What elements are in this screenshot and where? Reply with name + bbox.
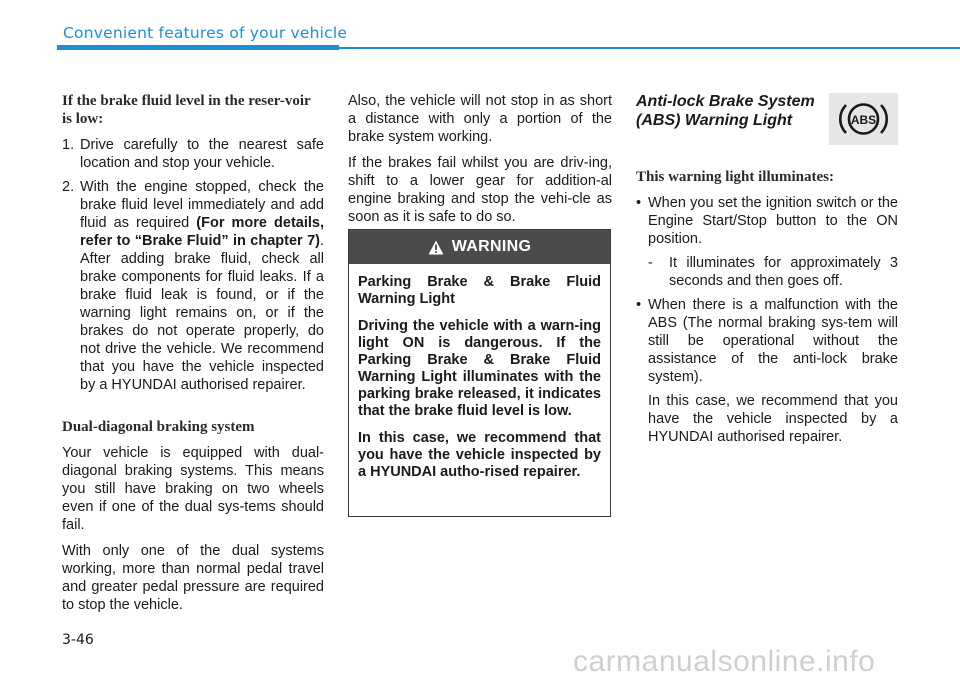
warning-title: Parking Brake & Brake Fluid Warning Light	[358, 274, 601, 307]
abs-warning-icon	[829, 93, 898, 145]
brake-failure-para: If the brakes fail whilst you are driv-ing, shift to a lower gear for addition-al engine braking and stop the vehi-cle as soon as it is safe to do so.	[348, 155, 612, 225]
step-reference: (For more details, refer to “Brake Fluid” in chapter 7)	[80, 215, 324, 249]
warning-para-2: In this case, we recommend that you have the vehicle inspected by a HYUNDAI autho-rised repairer.	[358, 430, 601, 480]
dual-diagonal-para-1: Your vehicle is equipped with dual-diagonal braking systems. This means you still have braking on two wheels even if one of the dual sys-tems should fail.	[62, 445, 324, 533]
header-rule-accent	[57, 45, 339, 50]
column-1	[62, 92, 324, 622]
dual-diagonal-heading: Dual-diagonal braking system	[62, 419, 255, 435]
abs-icon-label: ABS	[850, 113, 877, 127]
bullet-ignition	[636, 194, 898, 248]
column-3	[636, 92, 898, 452]
watermark: carmanualsonline.info	[573, 645, 876, 678]
page-number: 3-46	[62, 632, 94, 648]
bullet-malfunction	[636, 296, 898, 386]
step-2	[62, 178, 324, 394]
stopping-distance-para: Also, the vehicle will not stop in as short a distance with only a portion of the brake system working.	[348, 93, 612, 145]
illuminates-heading: This warning light illuminates:	[636, 169, 834, 185]
bullet-text: When there is a malfunction with the ABS (The normal braking sys-tem will still be operational without the assistance of the anti-lock brake system).	[648, 297, 898, 385]
bullet-dot: •	[636, 195, 642, 211]
sub-bullet-duration	[648, 254, 898, 290]
bullet-text: When you set the ignition switch or the Engine Start/Stop button to the ON position.	[648, 195, 898, 247]
section-title: Convenient features of your vehicle	[63, 24, 348, 42]
column-2	[348, 92, 612, 234]
abs-section-title: Anti-lock Brake System (ABS) Warning Light	[636, 93, 815, 129]
dual-diagonal-para-2: With only one of the dual systems working, more than normal pedal travel and greater pedal pressure are required to stop the vehicle.	[62, 543, 324, 613]
step-number: 2.	[62, 179, 75, 195]
warning-label: WARNING	[451, 238, 532, 255]
warning-triangle-icon	[428, 240, 444, 255]
recommend-para: In this case, we recommend that you have the vehicle inspected by a HYUNDAI authorised repairer.	[648, 393, 898, 445]
step-text-continued: . After adding brake fluid, check all brake components for fluid leaks. If a brake fluid leak is found, or if the warning light remains on, or if the brakes do not operate properly, do not drive the vehicle. We recommend that you have the vehicle inspected by a HYUNDAI authorised repairer.	[80, 233, 324, 393]
sub-bullet-text: It illuminates for approximately 3 seconds and then goes off.	[669, 255, 898, 289]
step-text: With the engine stopped, check the brake fluid level immediately and add fluid as required	[80, 179, 324, 231]
dash: -	[648, 255, 653, 271]
step-text: Drive carefully to the nearest safe location and stop your vehicle.	[80, 137, 324, 171]
warning-para-1: Driving the vehicle with a warn-ing light ON is dangerous. If the Parking Brake & Brake Fluid Warning Light illuminates with the parking brake released, it indicates that the brake fluid level is low.	[358, 318, 601, 419]
step-1	[62, 136, 324, 172]
warning-box	[348, 229, 611, 517]
abs-icon-graphic	[829, 93, 898, 145]
warning-body	[349, 264, 610, 481]
bullet-dot: •	[636, 297, 642, 313]
step-number: 1.	[62, 137, 75, 153]
warning-header	[349, 230, 610, 264]
low-fluid-heading: If the brake fluid level in the reser-voir is low:	[62, 93, 311, 127]
